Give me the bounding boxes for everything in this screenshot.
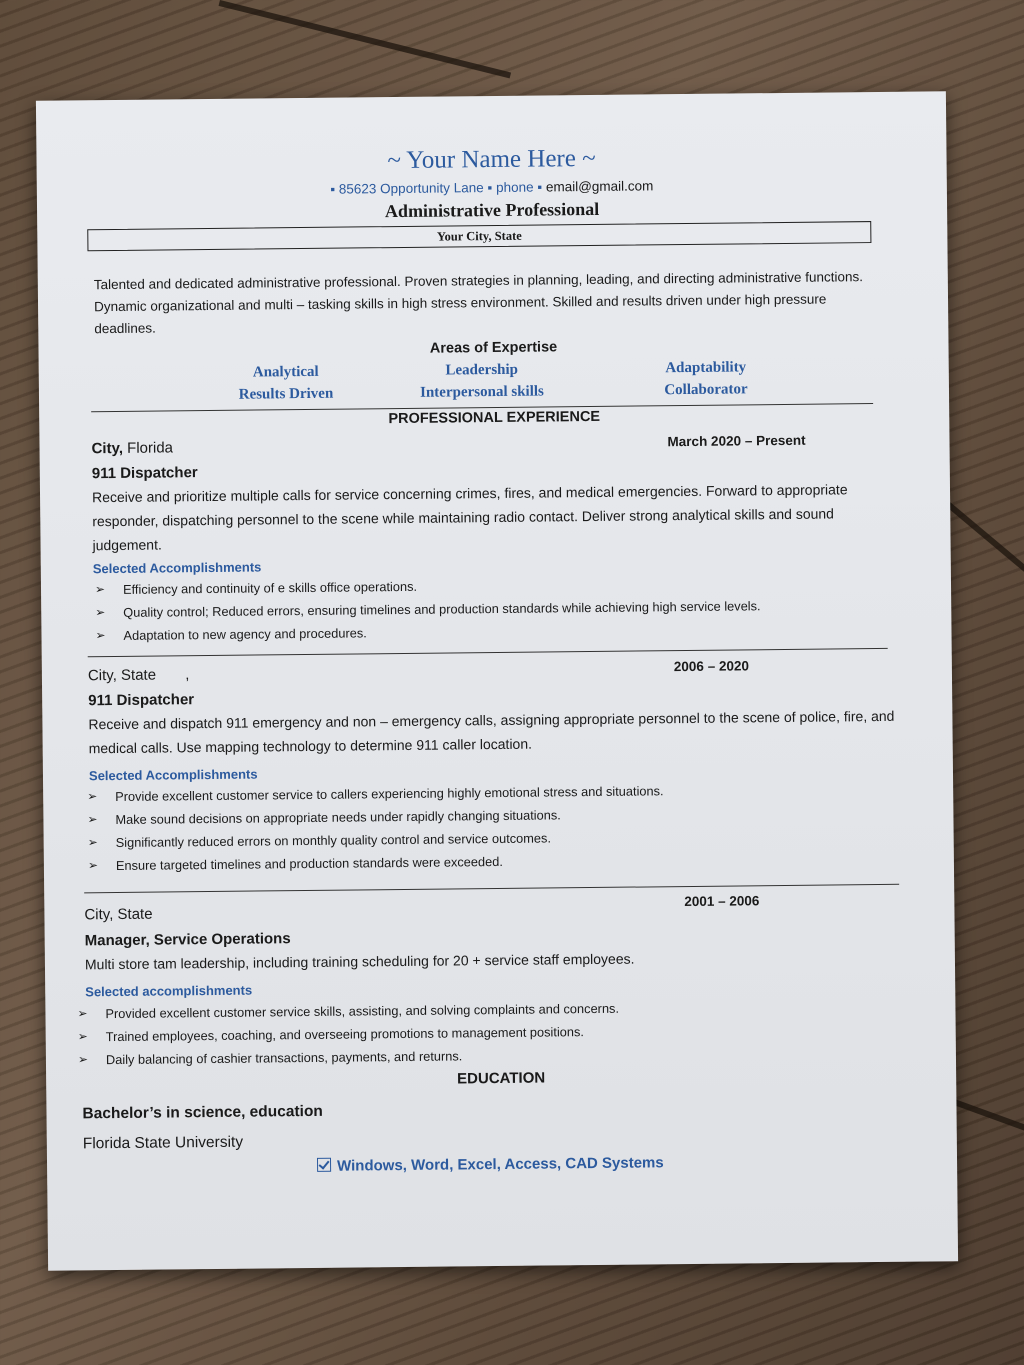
arrow-icon: ➢ (87, 835, 98, 850)
job-location: City, State (84, 905, 153, 924)
section-divider (84, 884, 899, 894)
address: 85623 Opportunity Lane (338, 180, 484, 197)
education-degree: Bachelor’s in science, education (82, 1102, 323, 1123)
list-item: ➢ Trained employees, coaching, and overseeing promotions to management positions. (76, 1017, 876, 1048)
arrow-icon: ➢ (77, 1052, 89, 1067)
list-item: ➢ Adaptation to new agency and procedures. (93, 616, 873, 647)
resume-name: ~ Your Name Here ~ (387, 144, 596, 175)
resume-paper (36, 91, 958, 1270)
job-location-city: City, (91, 439, 124, 458)
expertise-item: Results Driven (238, 385, 334, 403)
professional-title: Administrative Professional (384, 198, 600, 222)
contact-bullet: ▪ (330, 181, 336, 197)
list-item: ➢ Provide excellent customer service to callers experiencing highly emotional stress and situations. (85, 777, 885, 808)
section-divider (88, 648, 888, 657)
expertise-item: Analytical (252, 363, 319, 381)
accomplishments-list (85, 777, 886, 877)
arrow-icon: ➢ (95, 628, 106, 643)
arrow-icon: ➢ (87, 858, 99, 873)
job-location-state: Florida (122, 439, 174, 457)
list-item: ➢ Make sound decisions on appropriate needs under rapidly changing situations. (85, 800, 885, 831)
arrow-icon: ➢ (95, 605, 106, 620)
accomplishments-list (75, 994, 876, 1071)
accomplishments-list (93, 570, 874, 647)
list-item: ➢ Efficiency and continuity of e skills office operations. (93, 570, 873, 601)
expertise-item: Interpersonal skills (420, 383, 544, 401)
contact-bullet: ▪ (487, 180, 493, 196)
expertise-item: Collaborator (664, 381, 748, 399)
job-title: Manager, Service Operations (84, 930, 291, 950)
job-dates: 2006 – 2020 (673, 658, 750, 675)
job-location: City, State , (87, 666, 190, 685)
contact-bullet: ▪ (537, 179, 543, 195)
arrow-icon: ➢ (77, 1006, 88, 1021)
phone: phone (495, 179, 534, 195)
list-item: ➢ Ensure targeted timelines and production standards were exceeded. (86, 846, 886, 877)
arrow-icon: ➢ (77, 1029, 88, 1044)
header-location-box: Your City, State (87, 221, 871, 251)
job-dates: 2001 – 2006 (684, 893, 760, 910)
accomplishments-heading: Selected Accomplishments (92, 559, 262, 577)
accomplishments-heading: Selected Accomplishments (88, 766, 258, 784)
checkbox-icon (317, 1158, 331, 1172)
email: email@gmail.com (545, 178, 654, 195)
list-item: ➢ Provided excellent customer service skills, assisting, and solving complaints and concerns. (75, 994, 875, 1025)
list-item: ➢ Significantly reduced errors on monthly quality control and service outcomes. (86, 823, 886, 854)
job-description: Multi store tam leadership, including training scheduling for 20 + service staff employees. (84, 950, 635, 973)
summary-paragraph: Talented and dedicated administrative professional. Proven strategies in planning, leading, and directing administrative functions. Dynamic organizational and multi – tasking skills in high stress environment. Skilled and results driven under high pressure deadlines. (93, 269, 864, 337)
job-dates: March 2020 – Present (667, 432, 806, 450)
job-description: Receive and prioritize multiple calls for service concerning crimes, fires, and medical emergencies. Forward to appropriate responder, dispatching personnel to the scene while maintaining radio contact. Deliver strong analytical skills and sound judgement. (91, 481, 848, 554)
expertise-heading: Areas of Expertise (429, 339, 558, 357)
list-item: ➢ Quality control; Reduced errors, ensuring timelines and production standards while achieving high service levels. (93, 593, 873, 624)
software-list: Windows, Word, Excel, Access, CAD Systems (336, 1154, 664, 1175)
job-title: 911 Dispatcher (88, 691, 195, 710)
table-plank-gap (219, 0, 512, 78)
experience-heading: PROFESSIONAL EXPERIENCE (388, 408, 601, 428)
job-location (91, 439, 173, 457)
expertise-item: Leadership (445, 361, 519, 379)
arrow-icon: ➢ (87, 812, 98, 827)
accomplishments-heading: Selected accomplishments (85, 982, 253, 1000)
list-item: ➢ Daily balancing of cashier transactions, payments, and returns. (76, 1040, 876, 1071)
education-school: Florida State University (82, 1133, 244, 1153)
software-skills (317, 1154, 664, 1175)
job-title: 911 Dispatcher (91, 464, 198, 483)
job-description: Receive and dispatch 911 emergency and non – emergency calls, assigning appropriate personnel to the scene of police, fire, and medical calls. Use mapping technology to determine 911 caller location. (88, 707, 895, 757)
arrow-icon: ➢ (94, 582, 106, 597)
expertise-item: Adaptability (665, 359, 747, 377)
arrow-icon: ➢ (87, 789, 98, 804)
education-heading: EDUCATION (457, 1069, 546, 1088)
